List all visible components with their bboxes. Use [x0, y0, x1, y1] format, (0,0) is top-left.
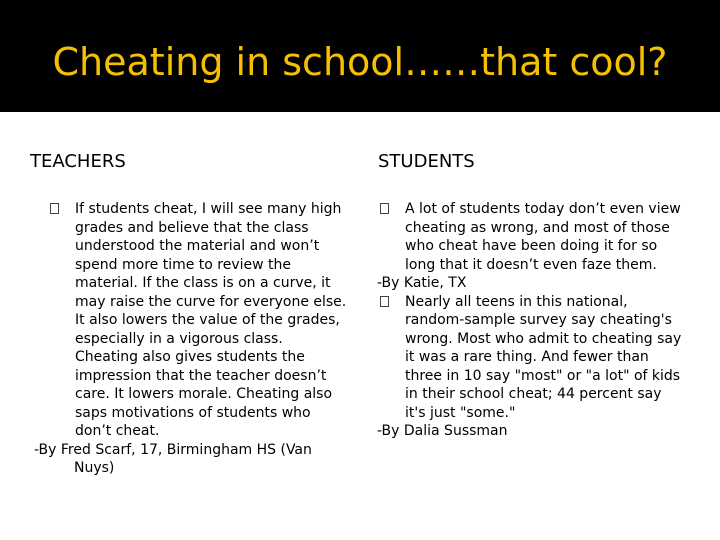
list-item: [380, 293, 685, 423]
students-heading: STUDENTS: [378, 151, 475, 172]
students-column: [377, 200, 685, 441]
teachers-byline: -By Fred Scarf, 17, Birmingham HS (Van Nuys): [34, 441, 312, 476]
teachers-quote: If students cheat, I will see many high grades and believe that the class understood the material and won’t spend more time to review the material. If the class is on a curve, it may raise the curve for everyone else. It also lowers the value of the grades, especially in a vigorous class. Cheating also gives students the impression that the teacher doesn’t care. It lowers morale. Cheating also saps motivations of students who don’t cheat.: [75, 201, 347, 439]
list-item: [50, 200, 350, 441]
square-bullet-icon: [380, 203, 389, 214]
students-byline: -By Dalia Sussman: [377, 423, 508, 439]
students-quote: Nearly all teens in this national, random-sample survey say cheating's wrong. Most who admit to cheating say it was a rare thing. And fewer than three in 10 say "most" or "a lot" of kids in their school cheat; 44 percent say it's just "some.": [405, 293, 682, 421]
students-byline: -By Katie, TX: [377, 275, 467, 291]
list-item: [380, 200, 685, 274]
students-quote: A lot of students today don’t even view cheating as wrong, and most of those who cheat have been doing it for so long that it doesn’t even faze them.: [405, 201, 681, 273]
teachers-column: [34, 200, 350, 478]
square-bullet-icon: [380, 296, 389, 307]
square-bullet-icon: [50, 203, 59, 214]
slide-title: Cheating in school……that cool?: [52, 40, 668, 84]
teachers-heading: TEACHERS: [30, 151, 126, 172]
